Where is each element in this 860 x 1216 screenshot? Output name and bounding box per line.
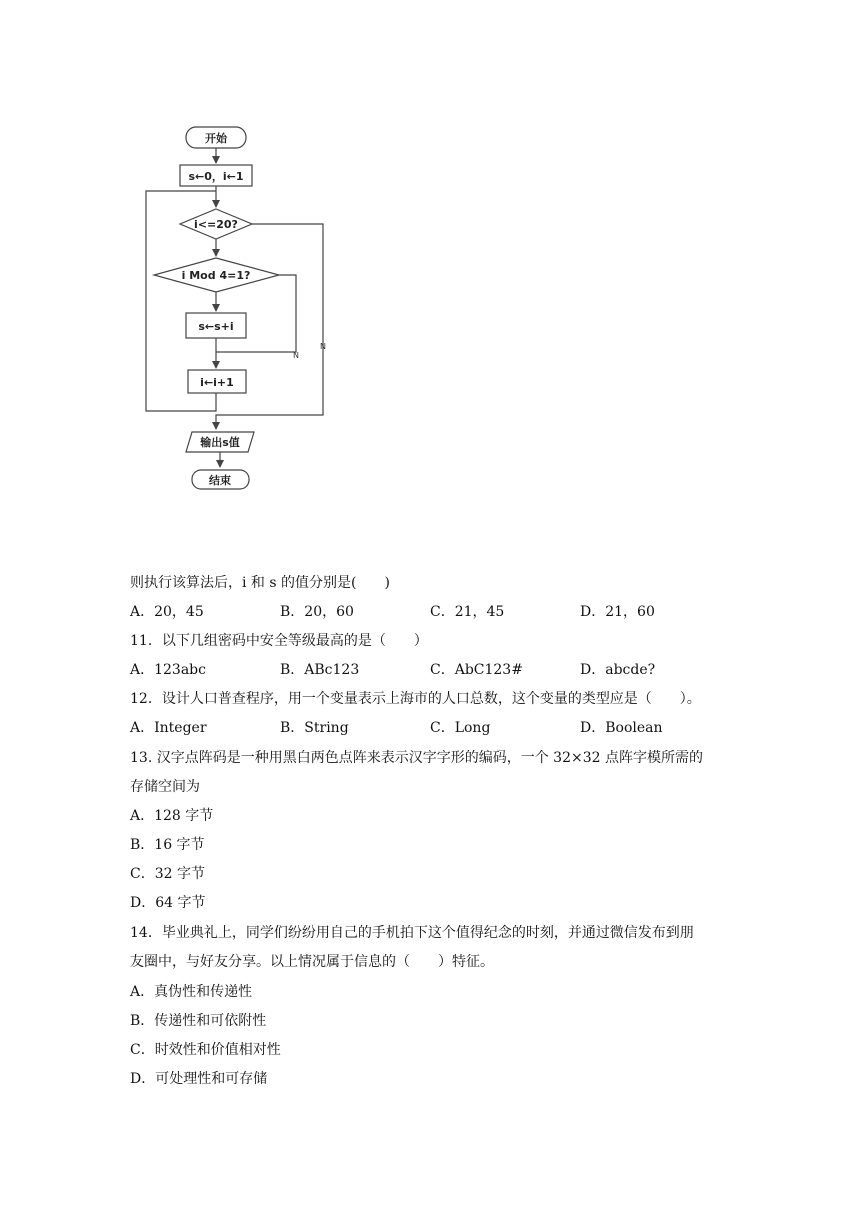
q10-stem: 则执行该算法后，i 和 s 的值分别是( ): [130, 575, 390, 591]
q11-stem: 11．以下几组密码中安全等级最高的是（ ）: [130, 633, 428, 649]
q14-option-b: B．传递性和可依附性: [130, 1013, 267, 1029]
q14-stem-line1: 14．毕业典礼上，同学们纷纷用自己的手机拍下这个值得纪念的时刻，并通过微信发布到朋: [130, 925, 694, 941]
q12-stem: 12．设计人口普查程序，用一个变量表示上海市的人口总数，这个变量的类型应是（ ）。: [130, 691, 701, 707]
q14-stem-line2: 友圈中，与好友分享。以上情况属于信息的（ ）特征。: [130, 954, 494, 970]
q10-option-c: C．21，45: [430, 604, 505, 620]
init-label: s←0，i←1: [188, 170, 244, 183]
q11-option-b: B．ABc123: [280, 662, 360, 678]
output-label: 输出s值: [200, 436, 240, 449]
cond1-no-label: N: [320, 342, 326, 351]
q14-option-a: A．真伪性和传递性: [130, 984, 253, 1000]
q11-option-c: C．AbC123#: [430, 662, 523, 678]
q10-option-d: D．21，60: [580, 604, 655, 620]
cond2-label: i Mod 4=1?: [181, 269, 251, 282]
q14-option-d: D．可处理性和可存储: [130, 1071, 268, 1087]
add-label: s←s+i: [198, 320, 234, 333]
q13-stem-line2: 存储空间为: [130, 779, 200, 795]
q12-option-a: A．Integer: [130, 720, 207, 736]
q13-stem-line1: 13. 汉字点阵码是一种用黑白两色点阵来表示汉字字形的编码，一个 32×32 点阵字模所需的: [130, 750, 703, 766]
cond1-label: i<=20?: [194, 218, 238, 231]
q13-option-b: B．16 字节: [130, 837, 205, 853]
q12-option-c: C．Long: [430, 720, 491, 736]
q10-option-a: A．20，45: [130, 604, 204, 620]
end-label: 结束: [209, 474, 231, 487]
inc-label: i←i+1: [200, 376, 234, 389]
q12-option-b: B．String: [280, 720, 349, 736]
q13-option-c: C．32 字节: [130, 866, 205, 882]
algorithm-flowchart: [0, 0, 860, 540]
q11-option-a: A．123abc: [130, 662, 206, 678]
q12-option-d: D．Boolean: [580, 720, 663, 736]
q10-option-b: B．20，60: [280, 604, 354, 620]
start-label: 开始: [205, 132, 227, 145]
q11-option-d: D．abcde?: [580, 662, 656, 678]
q13-option-d: D．64 字节: [130, 895, 206, 911]
q14-option-c: C．时效性和价值相对性: [130, 1042, 281, 1058]
q13-option-a: A．128 字节: [130, 808, 214, 824]
cond2-no-label: N: [293, 351, 299, 360]
